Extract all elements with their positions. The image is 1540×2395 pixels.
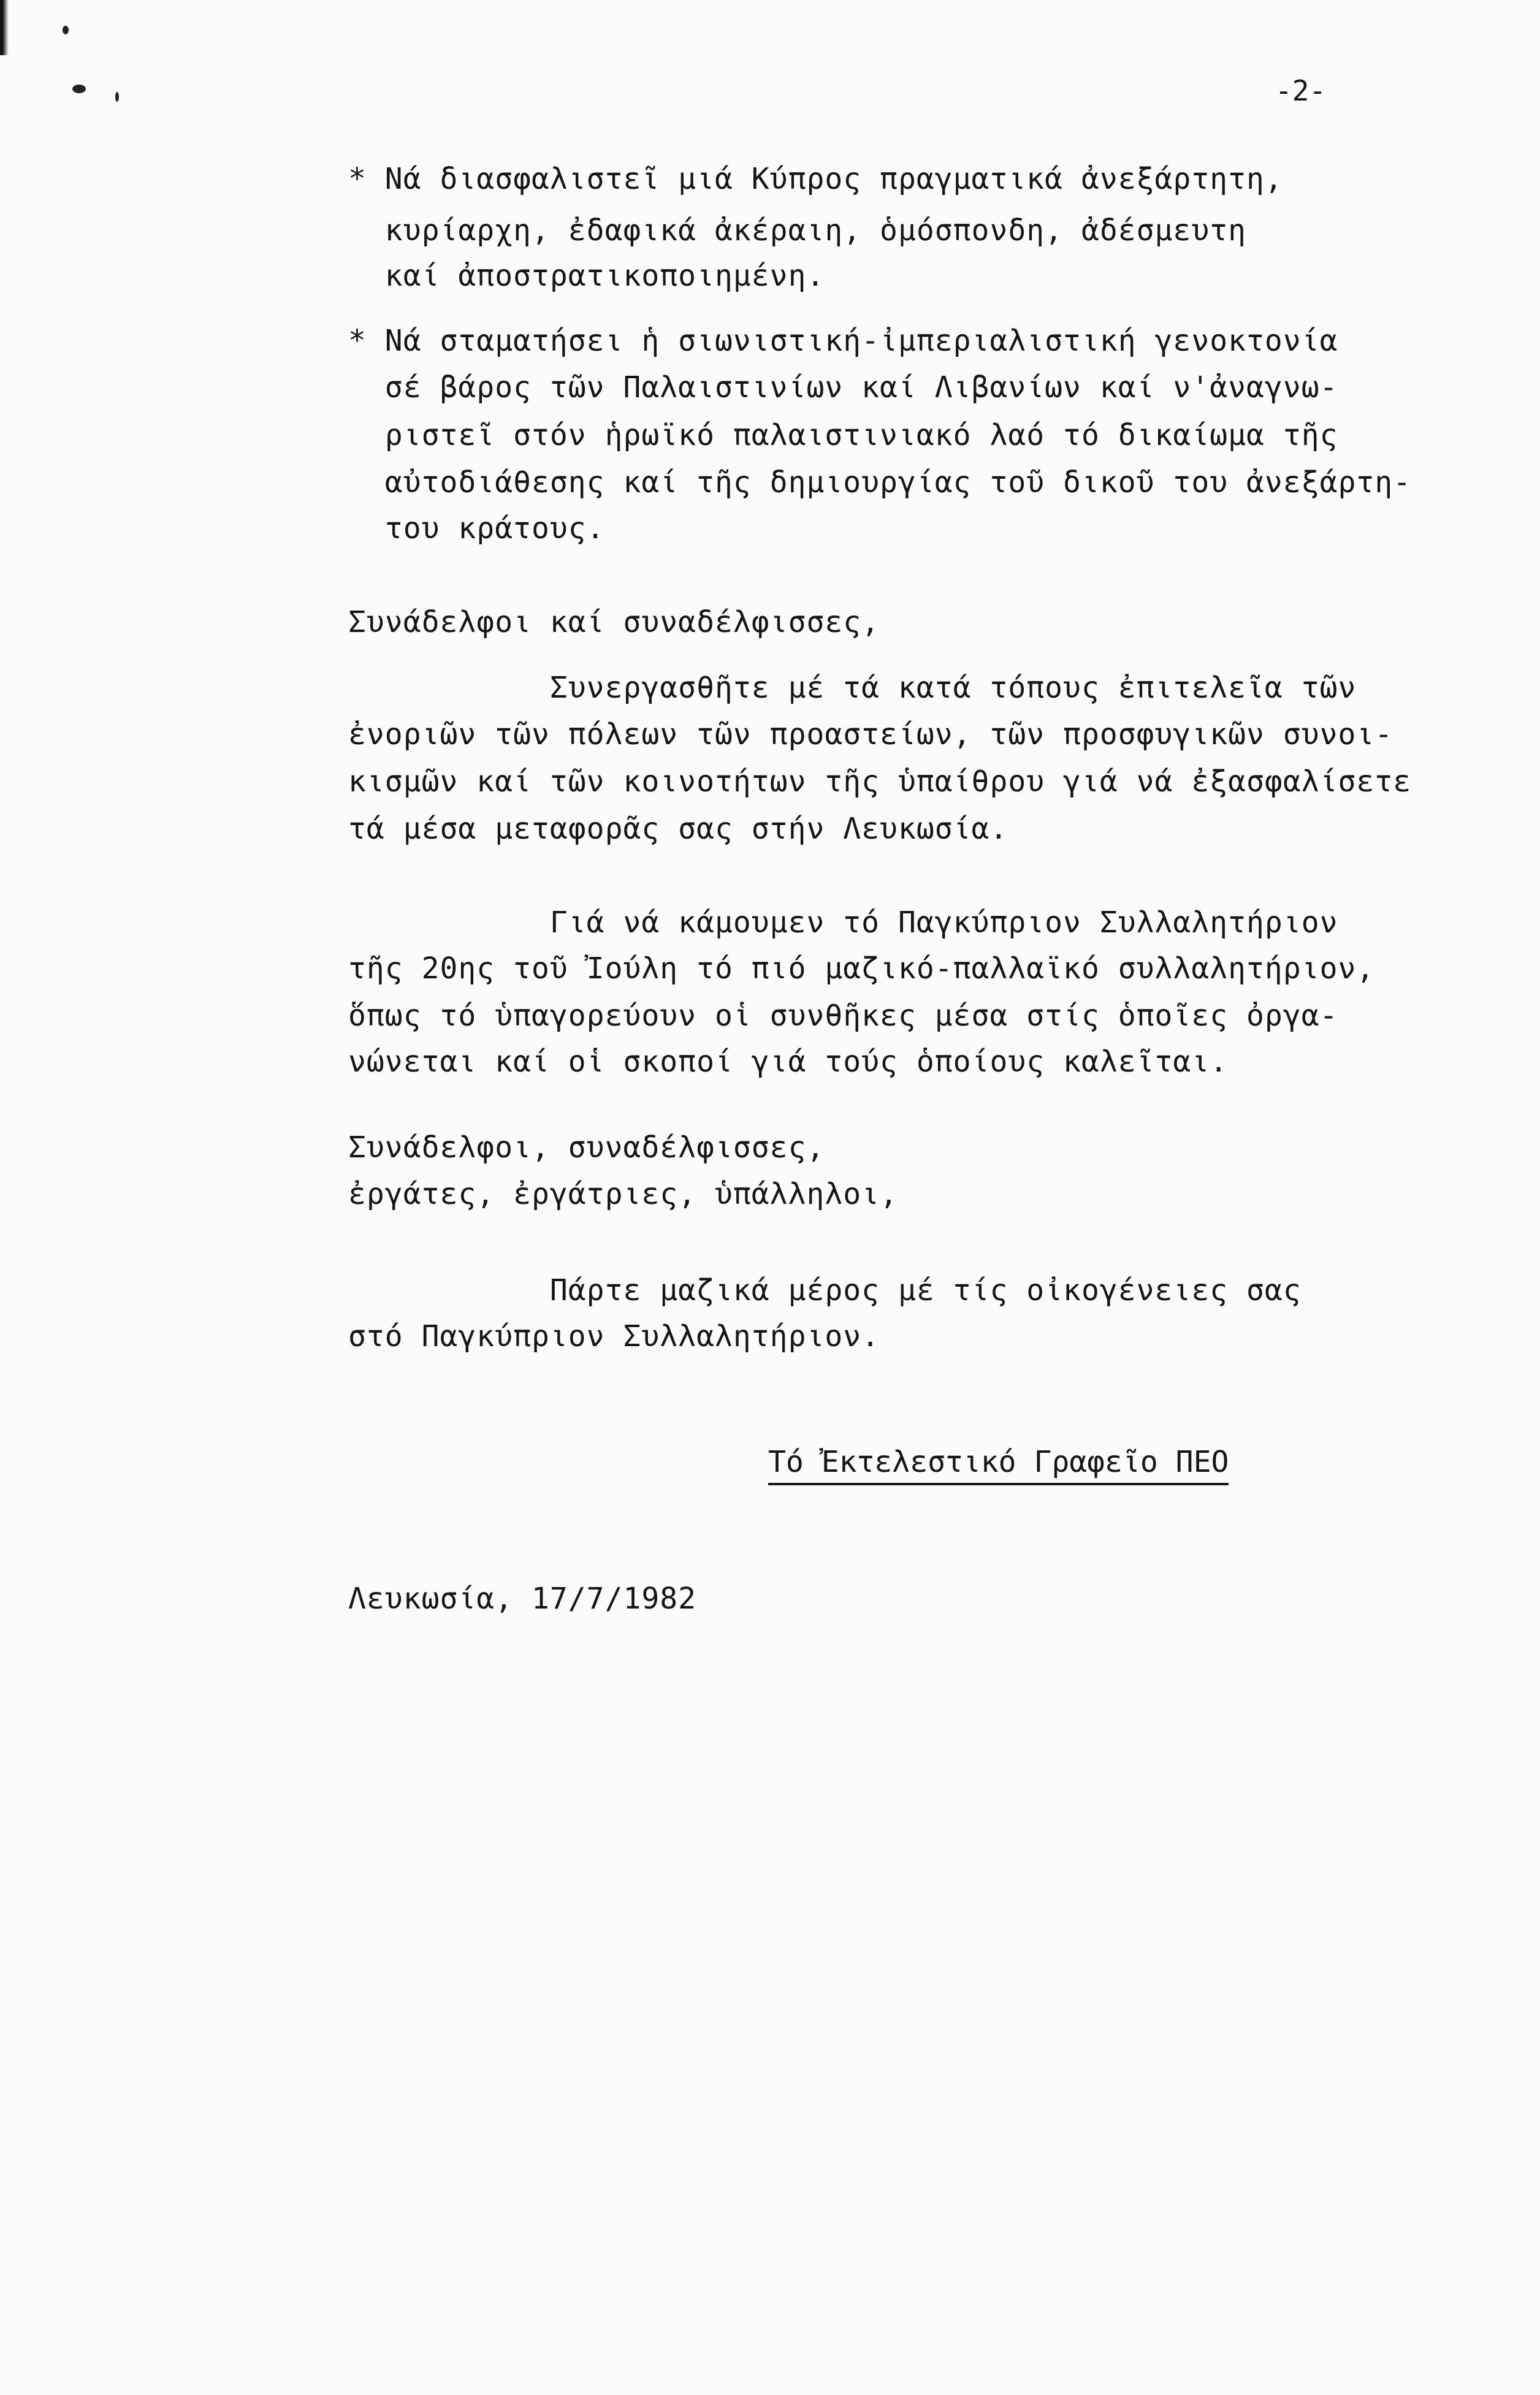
greeting-workers-line-2: ἐργάτες, ἐργάτριες, ὑπάλληλοι, [348, 1177, 898, 1211]
para-3-line-1: Πάρτε μαζικά μέρος μέ τίς οἰκογένειες σας [348, 1273, 1302, 1308]
greeting-colleagues: Συνάδελφοι καί συναδέλφισσες, [348, 605, 880, 639]
para-1-line-4: τά μέσα μεταφορᾶς σας στήν Λευκωσία. [348, 812, 1008, 846]
para-1-line-1: Συνεργασθῆτε μέ τά κατά τόπους ἐπιτελεῖα τῶν [348, 671, 1357, 705]
para-1-line-2: ἐνοριῶν τῶν πόλεων τῶν προαστείων, τῶν προσφυγικῶν συνοι- [348, 717, 1393, 752]
signature-peo-executive-office: Τό Ἐκτελεστικό Γραφεῖο ΠΕΟ [768, 1444, 1229, 1485]
para-1-line-3: κισμῶν καί τῶν κοινοτήτων τῆς ὑπαίθρου γιά νά ἐξασφαλίσετε [348, 764, 1412, 799]
para-2-line-1: Γιά νά κάμουμεν τό Παγκύπριον Συλλαλητήριον [348, 905, 1338, 940]
para-2-line-2: τῆς 20ης τοῦ Ἰούλη τό πιό μαζικό-παλλαϊκό συλλαλητήριον, [348, 951, 1375, 986]
demand-2-line-4: αὐτοδιάθεσης καί τῆς δημιουργίας τοῦ δικοῦ του ἀνεξάρτη- [348, 465, 1412, 500]
scan-edge-mark [0, 0, 9, 55]
place-date: Λευκωσία, 17/7/1982 [348, 1582, 697, 1616]
para-3-line-2: στό Παγκύπριον Συλλαλητήριον. [348, 1319, 880, 1354]
demand-2-line-2: σέ βάρος τῶν Παλαιστινίων καί Λιβανίων καί ν'ἀναγνω- [348, 370, 1338, 405]
greeting-workers-line-1: Συνάδελφοι, συναδέλφισσες, [348, 1130, 825, 1165]
demand-1-line-2: κυρίαρχη, ἐδαφικά ἀκέραιη, ὁμόσπονδη, ἀδέσμευτη [348, 213, 1247, 248]
page-number: -2- [1275, 74, 1327, 107]
demand-2-line-1: * Νά σταματήσει ἡ σιωνιστική-ἰμπεριαλιστική γενοκτονία [348, 324, 1338, 358]
scan-speck [115, 92, 119, 102]
scan-speck [63, 26, 69, 34]
demand-2-line-3: ριστεῖ στόν ἡρωϊκό παλαιστινιακό λαό τό δικαίωμα τῆς [348, 418, 1338, 452]
scan-speck [72, 85, 86, 93]
demand-1-line-1: * Νά διασφαλιστεῖ μιά Κύπρος πραγματικά ἀνεξάρτητη, [348, 162, 1283, 196]
demand-2-line-5: του κράτους. [348, 511, 605, 546]
para-2-line-3: ὅπως τό ὑπαγορεύουν οἱ συνθῆκες μέσα στίς ὁποῖες ὀργα- [348, 999, 1338, 1033]
para-2-line-4: νώνεται καί οἱ σκοποί γιά τούς ὁποίους καλεῖται. [348, 1045, 1229, 1079]
demand-1-line-3: καί ἀποστρατικοποιημένη. [348, 259, 825, 293]
